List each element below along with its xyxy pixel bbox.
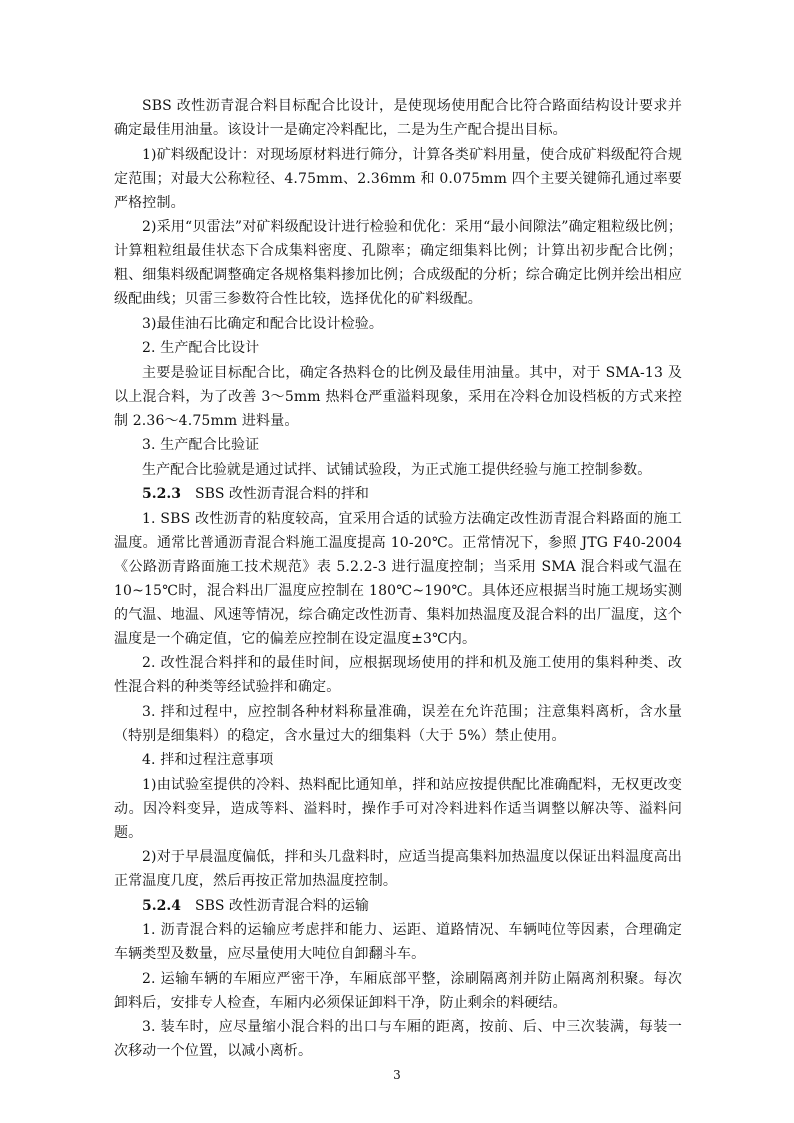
subheading: 4. 拌和过程注意事项 bbox=[142, 752, 274, 768]
paragraph: 3. 拌和过程中，应控制各种材料称量准确，误差在允许范围；注意集料离析，含水量（特别是细集料）的稳定，含水量过大的细集料（大于 5%）禁止使用。 bbox=[114, 703, 682, 744]
paragraph: 主要是验证目标配合比，确定各热料仓的比例及最佳用油量。其中，对于 SMA-13 及以上混合料，为了改善 3～5mm 热料仓严重溢料现象，采用在冷料仓加设档板的方式来控制 2.36～4.75mm 进料量。 bbox=[114, 364, 682, 429]
paragraph: 1. 沥青混合料的运输应考虑拌和能力、运距、道路情况、车辆吨位等因素，合理确定车辆类型及数量，应尽量使用大吨位自卸翻斗车。 bbox=[114, 922, 682, 962]
section-title: SBS 改性沥青混合料的拌和 bbox=[194, 486, 369, 502]
section-heading-5-2-4 bbox=[114, 894, 682, 918]
section-title: SBS 改性沥青混合料的运输 bbox=[194, 897, 369, 914]
paragraph: 1)由试验室提供的冷料、热料配比通知单，拌和站应按提供配比准确配料，无权更改变动。因冷料变异，造成等料、溢料时，操作手可对冷料进料作适当调整以解决等、溢料问题。 bbox=[114, 776, 682, 841]
paragraph: 2. 运输车辆的车厢应严密干净，车厢底部平整，涂刷隔离剂并防止隔离剂积聚。每次卸料后，安排专人检查，车厢内必须保证卸料干净，防止剩余的料硬结。 bbox=[114, 970, 682, 1011]
paragraph: 3. 装车时，应尽量缩小混合料的出口与车厢的距离，按前、后、中三次装满，每装一次移动一个位置，以减小离析。 bbox=[114, 1019, 682, 1059]
paragraph: 1. SBS 改性沥青的粘度较高，宜采用合适的试验方法确定改性沥青混合料路面的施工温度。通常比普通沥青混合料施工温度提高 10-20℃。正常情况下，参照 JTG F40-2004《公路沥青路面施工技术规范》表 5.2.2-3 进行温度控制；当采用 SMA 混合料或气温在 10~15℃时，混合料出厂温度应控制在 180℃~190℃。具体还应根据当时施工规场实测的气温、地温、风速等情况，综合确定改性沥青、集料加热温度及混合料的出厂温度，这个温度是一个确定值，它的偏差应控制在设定温度±3℃内。 bbox=[114, 510, 682, 647]
paragraph: 3)最佳油石比确定和配合比设计检验。 bbox=[142, 315, 384, 332]
section-heading-5-2-3 bbox=[114, 482, 682, 506]
paragraph: 2. 改性混合料拌和的最佳时间，应根据现场使用的拌和机及施工使用的集料种类、改性混合料的种类等经试验拌和确定。 bbox=[114, 655, 682, 695]
paragraph: SBS 改性沥青混合料目标配合比设计，是使现场使用配合比符合路面结构设计要求并确定最佳用油量。该设计一是确定冷料配比，二是为生产配合提出目标。 bbox=[114, 98, 682, 138]
paragraph: 2)采用“贝雷法”对矿料级配设计进行检验和优化：采用“最小间隙法”确定粗粒级比例；计算粗粒组最佳状态下合成集料密度、孔隙率；确定细集料比例；计算出初步配合比例；粗、细集料级配调整确定各规格集料掺加比例；合成级配的分析；综合确定比例并绘出相应级配曲线；贝雷三参数符合性比较，选择优化的矿料级配。 bbox=[114, 219, 682, 307]
paragraph: 1)矿料级配设计：对现场原材料进行筛分，计算各类矿料用量，使合成矿料级配符合规定范围；对最大公称粒径、4.75mm、2.36mm 和 0.075mm 四个主要关键筛孔通过率要严格控制。 bbox=[114, 146, 682, 211]
section-number: 5.2.3 bbox=[142, 486, 181, 502]
paragraph: 生产配合比验就是通过试拌、试铺试验段，为正式施工提供经验与施工控制参数。 bbox=[142, 461, 652, 478]
document-body bbox=[114, 94, 682, 1064]
section-number: 5.2.4 bbox=[142, 897, 181, 914]
paragraph: 2)对于早晨温度偏低，拌和头几盘料时，应适当提高集料加热温度以保证出料温度高出正常温度几度，然后再按正常加热温度控制。 bbox=[114, 849, 682, 889]
subheading: 2. 生产配合比设计 bbox=[142, 340, 260, 356]
subheading: 3. 生产配合比验证 bbox=[142, 437, 260, 453]
page-number: 3 bbox=[393, 1068, 401, 1082]
